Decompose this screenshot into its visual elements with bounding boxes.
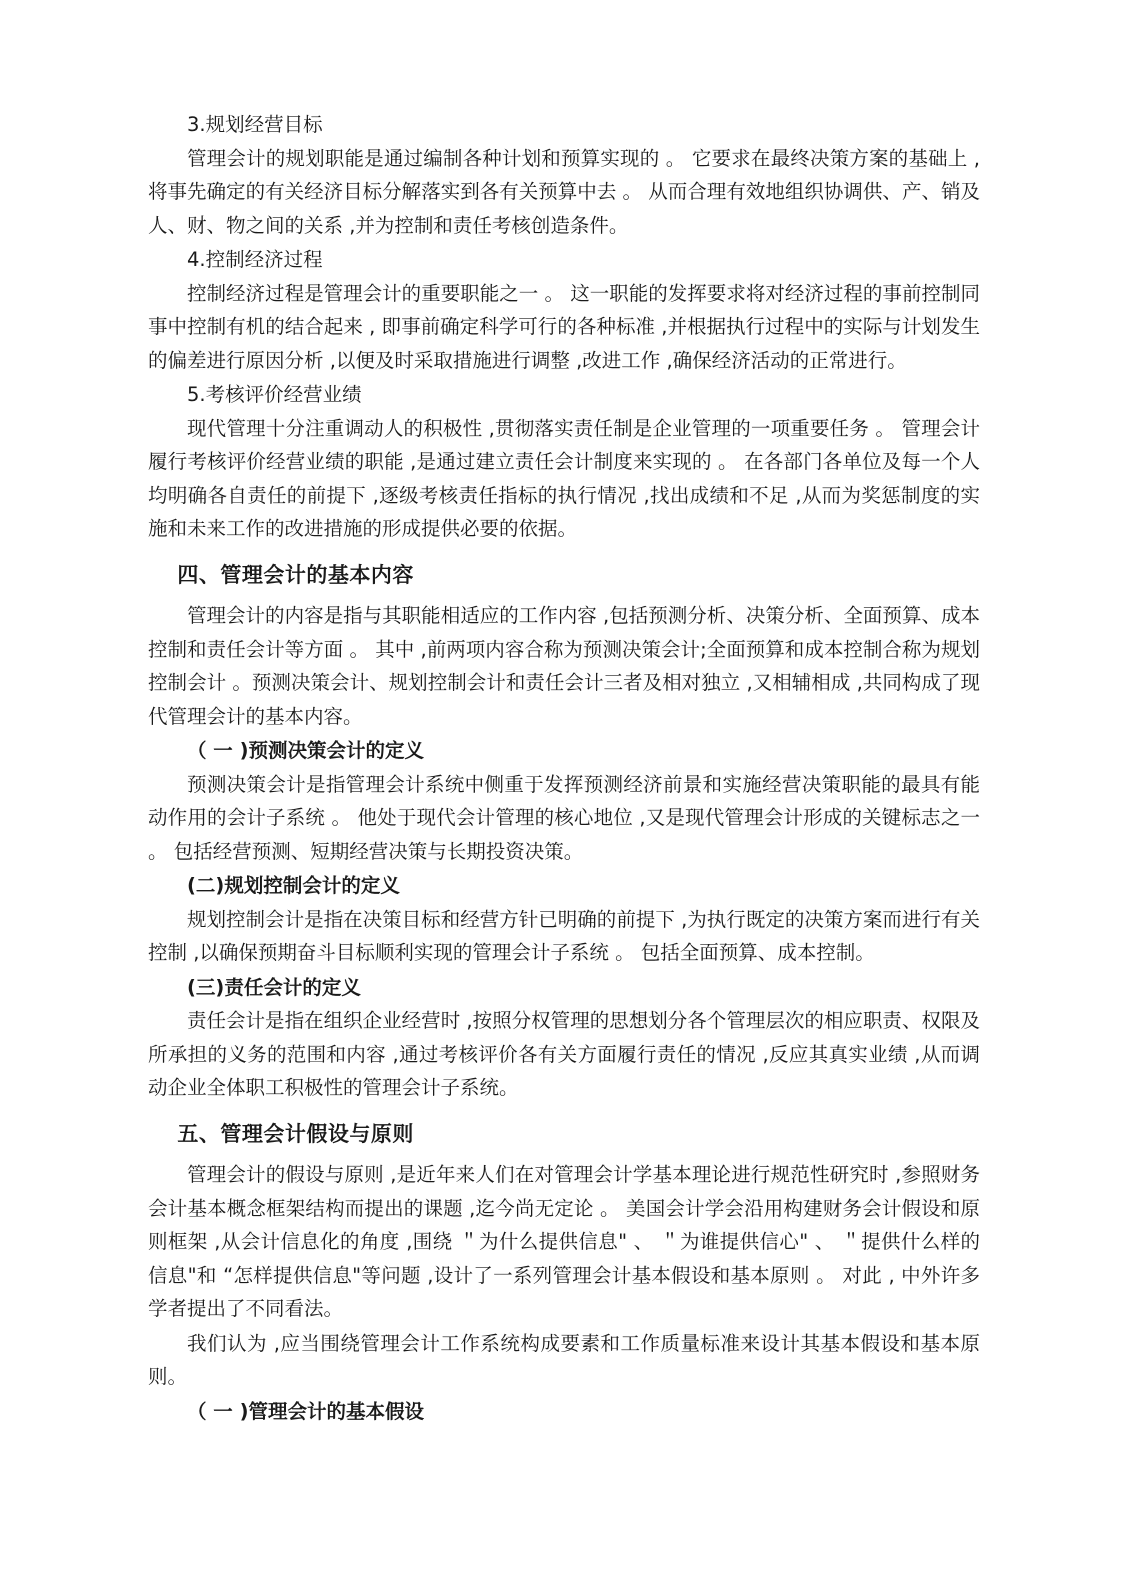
section-heading: 四、管理会计的基本内容 xyxy=(177,562,414,587)
paragraph: 我们认为 ,应当围绕管理会计工作系统构成要素和工作质量标准来设计其基本假设和基本原则。 xyxy=(148,1331,980,1389)
sub-heading: (三)责任会计的定义 xyxy=(187,975,361,999)
paragraph: 管理会计的规划职能是通过编制各种计划和预算实现的 。 它要求在最终决策方案的基础上 ,将事先确定的有关经济目标分解落实到各有关预算中去 。 从而合理有效地组织协调供、产、销及人、财、物之间的关系 ,并为控制和责任考核创造条件。 xyxy=(148,146,980,237)
paragraph: 预测决策会计是指管理会计系统中侧重于发挥预测经济前景和实施经营决策职能的最具有能动作用的会计子系统 。 他处于现代会计管理的核心地位 ,又是现代管理会计形成的关键标志之一 。 包括经营预测、短期经营决策与长期投资决策。 xyxy=(148,772,980,863)
document-body xyxy=(148,108,980,1428)
sub-heading: （ 一 )管理会计的基本假设 xyxy=(187,1399,424,1423)
sub-heading: (二)规划控制会计的定义 xyxy=(187,874,400,898)
numbered-item: 5.考核评价经营业绩 xyxy=(187,383,362,407)
paragraph: 责任会计是指在组织企业经营时 ,按照分权管理的思想划分各个管理层次的相应职责、权限及所承担的义务的范围和内容 ,通过考核评价各有关方面履行责任的情况 ,反应其真实业绩 ,从而调动企业全体职工积极性的管理会计子系统。 xyxy=(148,1009,980,1100)
numbered-item: 4.控制经济过程 xyxy=(187,248,323,272)
sub-heading: （ 一 )预测决策会计的定义 xyxy=(187,739,424,763)
section-heading: 五、管理会计假设与原则 xyxy=(177,1121,414,1146)
paragraph: 规划控制会计是指在决策目标和经营方针已明确的前提下 ,为执行既定的决策方案而进行有关控制 ,以确保预期奋斗目标顺利实现的管理会计子系统 。 包括全面预算、成本控制。 xyxy=(148,907,980,965)
paragraph: 管理会计的假设与原则 ,是近年来人们在对管理会计学基本理论进行规范性研究时 ,参照财务会计基本概念框架结构而提出的课题 ,迄今尚无定论 。 美国会计学会沿用构建财务会计假设和原则框架 ,从会计信息化的角度 ,围绕 ＂为什么提供信息" 、 ＂为谁提供信心" 、 ＂提供什么样的信息"和 “怎样提供信息"等问题 ,设计了一系列管理会计基本假设和基本原则 。 对此 , 中外许多学者提出了不同看法。 xyxy=(148,1163,980,1321)
numbered-item: 3.规划经营目标 xyxy=(187,113,323,136)
paragraph: 管理会计的内容是指与其职能相适应的工作内容 ,包括预测分析、决策分析、全面预算、成本控制和责任会计等方面 。 其中 ,前两项内容合称为预测决策会计;全面预算和成本控制合称为规划控制会计 。预测决策会计、规划控制会计和责任会计三者及相对独立 ,又相辅相成 ,共同构成了现代管理会计的基本内容。 xyxy=(148,604,980,728)
paragraph: 现代管理十分注重调动人的积极性 ,贯彻落实责任制是企业管理的一项重要任务 。 管理会计履行考核评价经营业绩的职能 ,是通过建立责任会计制度来实现的 。 在各部门各单位及每一个人均明确各自责任的前提下 ,逐级考核责任指标的执行情况 ,找出成绩和不足 ,从而为奖惩制度的实施和未来工作的改进措施的形成提供必要的依据。 xyxy=(148,416,980,541)
paragraph: 控制经济过程是管理会计的重要职能之一 。 这一职能的发挥要求将对经济过程的事前控制同事中控制有机的结合起来 , 即事前确定科学可行的各种标准 ,并根据执行过程中的实际与计划发生的偏差进行原因分析 ,以便及时采取措施进行调整 ,改进工作 ,确保经济活动的正常进行。 xyxy=(148,281,980,372)
